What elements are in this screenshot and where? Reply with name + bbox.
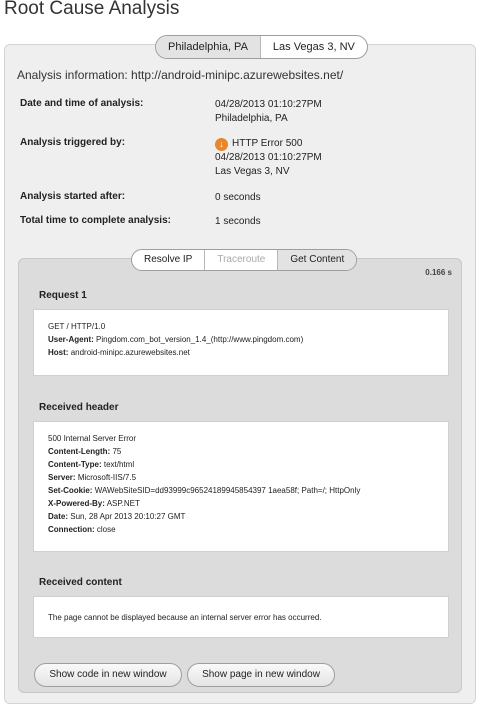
header-key: Server: [48, 473, 76, 482]
header-row [48, 510, 434, 523]
error-text: HTTP Error 500 [232, 138, 303, 149]
show-page-button[interactable]: Show page in new window [187, 663, 335, 687]
tab-las-vegas[interactable]: Las Vegas 3, NV [260, 36, 367, 58]
host-value: android-minipc.azurewebsites.net [70, 348, 190, 357]
analysis-info-heading: Analysis information: http://android-minipc.azurewebsites.net/ [17, 68, 344, 82]
header-row [48, 523, 434, 536]
header-value: Microsoft-IIS/7.5 [77, 473, 137, 482]
ua-value: Pingdom.com_bot_version_1.4_(http://www.pingdom.com) [96, 335, 304, 344]
detail-started-value: 0 seconds [215, 192, 261, 203]
error-line [215, 137, 322, 151]
header-rows [48, 445, 434, 536]
header-value: WAWebSiteSID=dd93999c96524189945854397 1aea58f; Path=/; HttpOnly [94, 486, 361, 495]
request-line: GET / HTTP/1.0 [48, 322, 106, 331]
header-row [48, 471, 434, 484]
header-row [48, 445, 434, 458]
detail-triggered-value [215, 137, 322, 179]
header-key: Content-Type: [48, 460, 102, 469]
detail-started-label: Analysis started after: [20, 191, 126, 202]
header-row [48, 497, 434, 510]
received-header-title: Received header [39, 402, 119, 413]
received-header-box [33, 421, 449, 552]
date-value: 04/28/2013 01:10:27PM [215, 99, 322, 110]
header-key: Set-Cookie: [48, 486, 93, 495]
detail-total-label: Total time to complete analysis: [20, 215, 171, 226]
request-host-row [48, 346, 434, 359]
error-arrow-icon: ↓ [215, 138, 228, 151]
response-time: 0.166 s [425, 268, 452, 277]
request-title: Request 1 [39, 290, 87, 301]
detail-total-value: 1 seconds [215, 216, 261, 227]
location-tabs [155, 35, 368, 59]
tool-tabs [131, 249, 357, 271]
detail-date-value [215, 98, 322, 126]
show-code-button[interactable]: Show code in new window [34, 663, 182, 687]
header-value: close [96, 525, 116, 534]
tab-get-content[interactable]: Get Content [277, 250, 356, 270]
detail-date-label: Date and time of analysis: [20, 98, 144, 109]
header-value: ASP.NET [106, 499, 140, 508]
detail-triggered-label: Analysis triggered by: [20, 137, 126, 148]
ua-key: User-Agent: [48, 335, 94, 344]
tab-traceroute: Traceroute [204, 250, 277, 270]
received-content-box [33, 596, 449, 638]
request-box [33, 309, 449, 376]
header-value: Sun, 28 Apr 2013 20:10:27 GMT [70, 512, 186, 521]
request-ua-row [48, 333, 434, 346]
date-location: Philadelphia, PA [215, 113, 288, 124]
header-key: Date: [48, 512, 69, 521]
triggered-time: 04/28/2013 01:10:27PM [215, 152, 322, 163]
triggered-location: Las Vegas 3, NV [215, 166, 290, 177]
header-status: 500 Internal Server Error [48, 434, 137, 443]
header-value: text/html [103, 460, 135, 469]
header-value: 75 [112, 447, 122, 456]
received-content-title: Received content [39, 577, 122, 588]
header-row [48, 484, 434, 497]
page-title: Root Cause Analysis [4, 0, 180, 19]
header-row [48, 458, 434, 471]
received-content-text: The page cannot be displayed because an internal server error has occurred. [48, 613, 322, 622]
tab-philadelphia[interactable]: Philadelphia, PA [156, 36, 260, 58]
host-key: Host: [48, 348, 69, 357]
tab-resolve-ip[interactable]: Resolve IP [144, 254, 193, 265]
header-key: Connection: [48, 525, 95, 534]
header-key: X-Powered-By: [48, 499, 105, 508]
header-key: Content-Length: [48, 447, 111, 456]
